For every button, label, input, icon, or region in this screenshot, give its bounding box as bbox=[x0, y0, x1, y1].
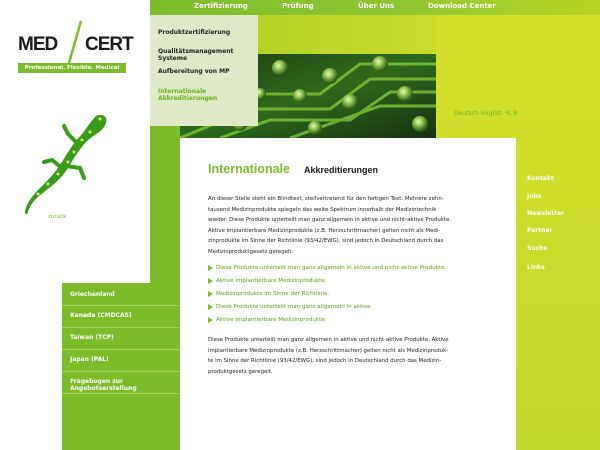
top-navigation bbox=[150, 0, 600, 15]
medcert-logo[interactable] bbox=[14, 18, 132, 64]
upper-lime-band bbox=[258, 15, 436, 55]
bullet-text: Aktive implantierbare Medizinprodukte bbox=[216, 317, 325, 323]
right-nav-jobs[interactable]: Jobs bbox=[527, 193, 542, 200]
nav-download-center[interactable]: Download Center bbox=[428, 2, 496, 10]
bullet-item[interactable] bbox=[208, 290, 498, 303]
right-nav-links[interactable]: Links bbox=[527, 264, 545, 271]
divider bbox=[62, 371, 182, 372]
dropdown-item-produktzertifizierung[interactable]: Produktzertifizierung bbox=[158, 29, 231, 36]
divider bbox=[62, 349, 182, 350]
logo-slash-icon bbox=[68, 20, 82, 64]
subnav-griechenland[interactable]: Griechenland bbox=[70, 291, 115, 298]
bullet-list bbox=[208, 264, 498, 329]
page-title: Internationale bbox=[208, 162, 290, 176]
paragraph-line: te im Sinne der Richtlinie (93/42/EWG), sind jedoch in Deutschland durch das Medizin- bbox=[208, 358, 442, 364]
subnav-taiwan[interactable]: Taiwan (TCP) bbox=[70, 334, 114, 341]
lang-chinese[interactable]: *L B bbox=[505, 110, 518, 117]
bullet-arrow-icon bbox=[208, 304, 213, 310]
paragraph-line: wieder. Diese Produkte unterteilt man ganz allgemein in aktive und nicht-aktive Produkte. bbox=[208, 217, 452, 223]
right-nav-newsletter[interactable]: Newsletter bbox=[527, 210, 565, 217]
bullet-text: Diese Produkte unterteilt man ganz allgemein in aktive bbox=[216, 304, 371, 310]
gecko-icon bbox=[22, 108, 122, 218]
dropdown-item-internationale[interactable]: Internationale Akkreditierungen bbox=[158, 88, 218, 102]
paragraph-line: Diese Produkte unterteilt man ganz allgemein in aktive und nicht-aktive Produkte. Aktive bbox=[208, 337, 449, 343]
back-link[interactable]: zurück bbox=[48, 214, 67, 220]
subnav-fragebogen[interactable]: Fragebogen zur Angebotserstellung bbox=[70, 378, 137, 392]
lang-deutsch[interactable]: Deutsch bbox=[454, 110, 479, 117]
subnav-japan[interactable]: Japan (PAL) bbox=[70, 356, 109, 363]
paragraph-line: tausend Medizinprodukte spiegeln das weite Spektrum innerhalb der Medizintechnik bbox=[208, 206, 437, 213]
bullet-item[interactable] bbox=[208, 316, 498, 329]
paragraph-line: An dieser Stelle steht ein Blindtext, stellvertretend für den fertigen Text. Mehrere zehn- bbox=[208, 196, 444, 202]
logo-med-text: MED bbox=[18, 34, 58, 55]
intro-paragraph bbox=[208, 194, 494, 257]
left-subnav bbox=[62, 283, 182, 450]
closing-paragraph bbox=[208, 335, 494, 377]
right-nav-suche[interactable]: Suche bbox=[527, 245, 548, 252]
paragraph-line: implantierbare Medizinprodukte (z.B. Herzschrittmacher) gelten nicht als Medizinproduk- bbox=[208, 347, 449, 354]
bullet-arrow-icon bbox=[208, 291, 213, 297]
divider bbox=[62, 393, 182, 394]
divider bbox=[62, 305, 182, 306]
main-content bbox=[180, 138, 516, 450]
paragraph-line: produktgesetz geregelt. bbox=[208, 368, 273, 375]
logo-cert-text: CERT bbox=[85, 34, 133, 55]
nav-pruefung[interactable]: Prüfung bbox=[282, 2, 314, 10]
bullet-text: Medizinprodukte im Sinne der Richtlinie. bbox=[216, 291, 330, 297]
bullet-arrow-icon bbox=[208, 317, 213, 323]
nav-zertifizierung[interactable]: Zertifizierung bbox=[194, 2, 248, 10]
paragraph-line: zinprodukte im Sinne der Richtlinie (93/42/EWG), sind jedoch in Deutschland durch das bbox=[208, 238, 444, 244]
dropdown-item-qualitaetsmanagement[interactable]: Qualitätsmanagement Systeme bbox=[158, 48, 234, 62]
subnav-kanada[interactable]: Kanada (CMDCAS) bbox=[70, 312, 132, 319]
page-subtitle: Akkreditierungen bbox=[304, 165, 379, 175]
bullet-arrow-icon bbox=[208, 278, 213, 284]
bullet-item[interactable] bbox=[208, 264, 498, 277]
dropdown-item-aufbereitung[interactable]: Aufbereitung von MP bbox=[158, 68, 230, 75]
zertifizierung-dropdown bbox=[150, 15, 258, 126]
nav-ueber-uns[interactable]: Über Uns bbox=[358, 2, 395, 10]
divider bbox=[62, 327, 182, 328]
bullet-arrow-icon bbox=[208, 265, 213, 271]
right-nav-kontakt[interactable]: Kontakt bbox=[527, 175, 554, 182]
right-nav-partner[interactable]: Partner bbox=[527, 227, 553, 234]
bullet-text: Diese Produkte unterteilt man ganz allgemein in aktive und nicht-aktive Produkte. bbox=[216, 265, 447, 271]
paragraph-line: Medizinproduktgesetz geregelt. bbox=[208, 248, 294, 255]
bullet-text: Aktive implantierbare Medizinprodukte bbox=[216, 278, 325, 284]
bullet-item[interactable] bbox=[208, 277, 498, 290]
bullet-item[interactable] bbox=[208, 303, 498, 316]
paragraph-line: Aktive implantierbare Medizinprodukte (z.B. Herzschrittmacher) gelten nicht als Medi- bbox=[208, 227, 441, 234]
logo-tagline: Professional. Flexible. Medical Only bbox=[18, 63, 126, 73]
lang-english[interactable]: English bbox=[481, 110, 503, 117]
